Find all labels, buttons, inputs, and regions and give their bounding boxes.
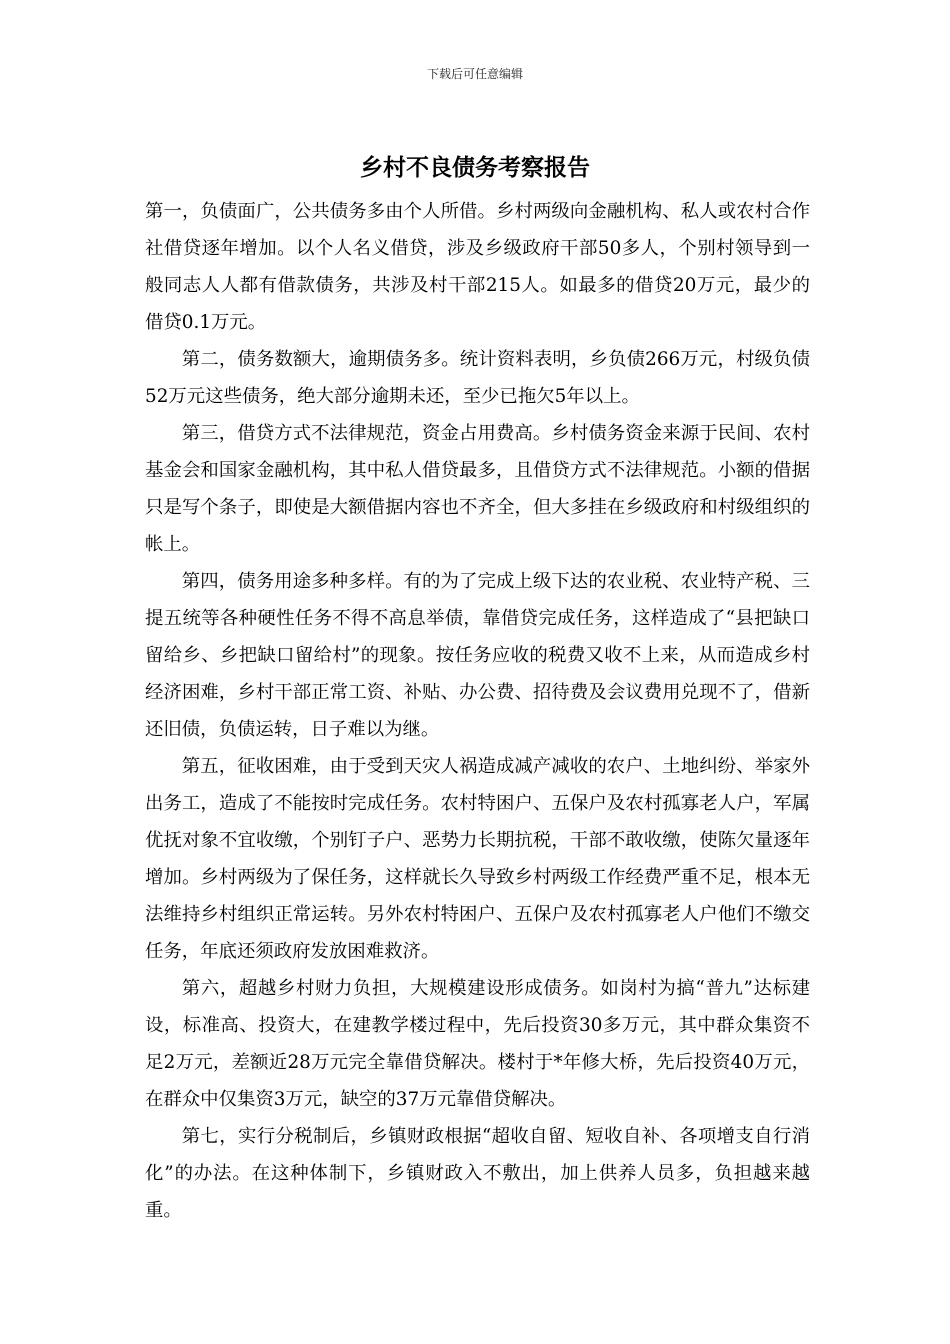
paragraph-6: 第六，超越乡村财力负担，大规模建设形成债务。如岗村为搞“普九”达标建设，标准高、投资大，在建教学楼过程中，先后投资30多万元，其中群众集资不足2万元，差额近28万元完全靠借贷解决。楼村于*年修大桥，先后投资40万元，在群众中仅集资3万元，缺空的37万元靠借贷解决。 [145, 978, 810, 1110]
paragraph-4: 第四，债务用途多种多样。有的为了完成上级下达的农业税、农业特产税、三提五统等各种硬性任务不得不高息举债，靠借贷完成任务，这样造成了“县把缺口留给乡、乡把缺口留给村”的现象。按任务应收的税费又收不上来，从而造成乡村经济困难，乡村干部正常工资、补贴、办公费、招待费及会议费用兑现不了，借新还旧债，负债运转，日子难以为继。 [145, 571, 810, 740]
paragraph-2: 第二，债务数额大，逾期债务多。统计资料表明，乡负债266万元，村级负债52万元这些债务，绝大部分逾期未还，至少已拖欠5年以上。 [145, 349, 810, 407]
header-note: 下载后可任意编辑 [426, 67, 523, 81]
paragraph-7: 第七，实行分税制后，乡镇财政根据“超收自留、短收自补、各项增支自行消化”的办法。在这种体制下，乡镇财政入不敷出，加上供养人员多，负担越来越重。 [145, 1126, 810, 1221]
document-title: 乡村不良债务考察报告 [360, 155, 590, 181]
paragraph-1: 第一，负债面广，公共债务多由个人所借。乡村两级向金融机构、私人或农村合作社借贷逐年增加。以个人名义借贷，涉及乡级政府干部50多人，个别村领导到一般同志人人都有借款债务，共涉及村干部215人。如最多的借贷20万元，最少的借贷0.1万元。 [145, 201, 810, 333]
paragraph-3: 第三，借贷方式不法律规范，资金占用费高。乡村债务资金来源于民间、农村基金会和国家金融机构，其中私人借贷最多，且借贷方式不法律规范。小额的借据只是写个条子，即使是大额借据内容也不齐全，但大多挂在乡级政府和村级组织的帐上。 [145, 423, 810, 555]
paragraph-5: 第五，征收困难，由于受到天灾人祸造成减产减收的农户、土地纠纷、举家外出务工，造成了不能按时完成任务。农村特困户、五保户及农村孤寡老人户，军属优抚对象不宜收缴，个别钉子户、恶势力长期抗税，干部不敢收缴，使陈欠量逐年增加。乡村两级为了保任务，这样就长久导致乡村两级工作经费严重不足，根本无法维持乡村组织正常运转。另外农村特困户、五保户及农村孤寡老人户他们不缴交任务，年底还须政府发放困难救济。 [145, 756, 810, 962]
document-body [145, 193, 810, 1229]
